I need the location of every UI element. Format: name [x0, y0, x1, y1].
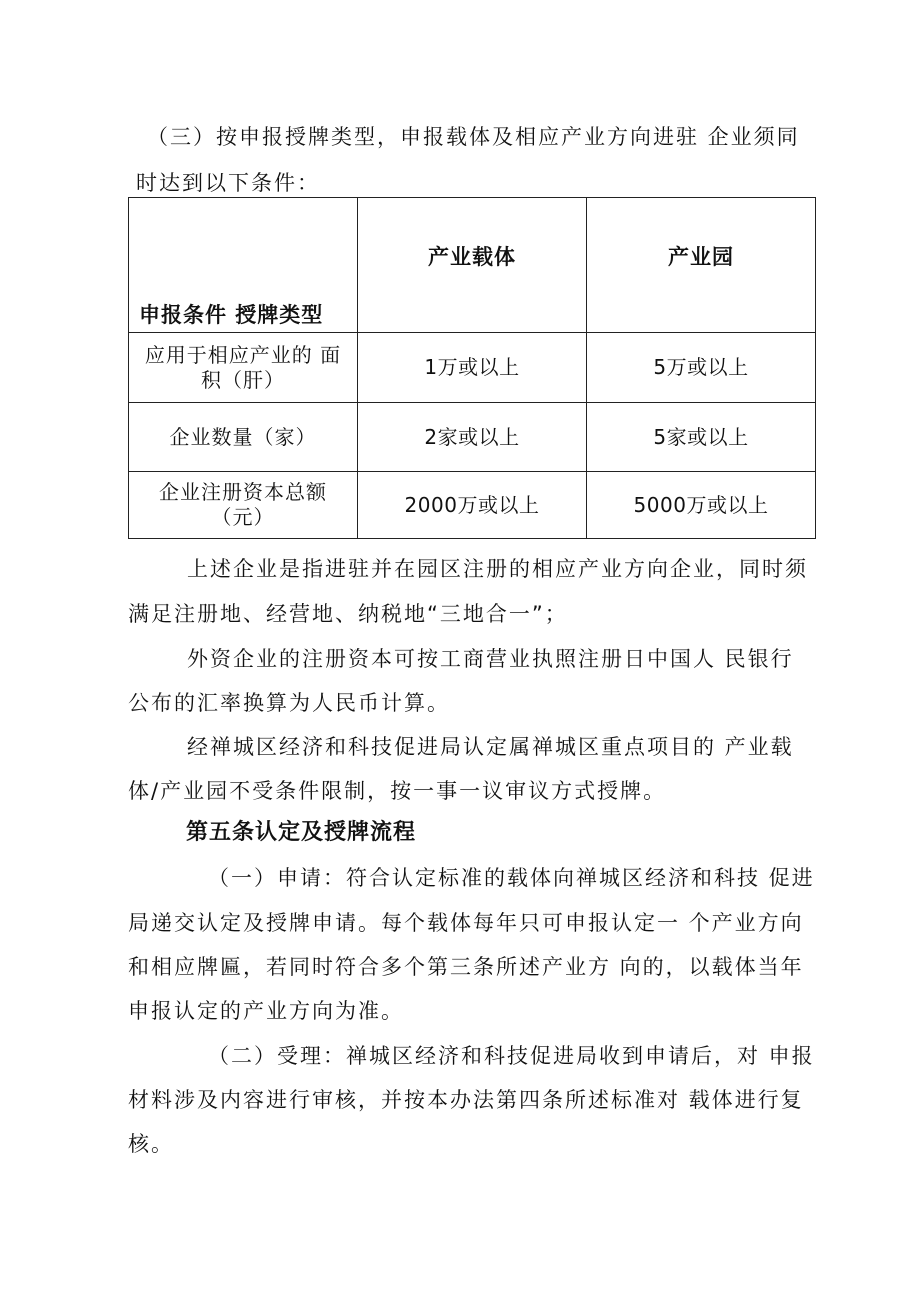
table-cell: 2家或以上: [358, 403, 587, 472]
note-1-line-2: 满足注册地、经营地、纳税地“三地合一”；: [128, 602, 568, 626]
corner-label: 申报条件 授牌类型: [139, 303, 324, 327]
table-cell: 5000万或以上: [587, 472, 816, 539]
note-3-line-2: 体/产业园不受条件限制，按一事一议审议方式授牌。: [128, 779, 667, 803]
row-label: 企业注册资本总额 （元）: [129, 472, 358, 539]
section-1-line-1: （一）申请：符合认定标准的载体向禅城区经济和科技 促进: [208, 866, 815, 890]
note-2-line-1: 外资企业的注册资本可按工商营业执照注册日中国人 民银行: [187, 647, 794, 671]
row-label: 企业数量（家）: [129, 403, 358, 472]
note-2-line-2: 公布的汇率换算为人民币计算。: [128, 691, 450, 715]
row-label: 应用于相应产业的 面 积（肝）: [129, 333, 358, 403]
section-2-line-3: 核。: [128, 1132, 174, 1156]
section-1-line-2: 局递交认定及授牌申请。每个载体每年只可申报认定一 个产业方向: [128, 911, 804, 935]
column-header: 产业载体: [358, 198, 587, 333]
column-header: 产业园: [587, 198, 816, 333]
table-cell: 5万或以上: [587, 333, 816, 403]
article-5-title: 第五条认定及授牌流程: [186, 820, 417, 845]
note-3-line-1: 经禅城区经济和科技促进局认定属禅城区重点项目的 产业载: [187, 735, 794, 759]
conditions-table: [128, 197, 816, 539]
table-cell: 2000万或以上: [358, 472, 587, 539]
table-row: [129, 472, 816, 539]
section-1-line-3: 和相应牌匾，若同时符合多个第三条所述产业方 向的，以载体当年: [128, 955, 804, 979]
table-cell: 5家或以上: [587, 403, 816, 472]
table-header-row: [129, 198, 816, 333]
intro-line-2: 时达到以下条件：: [136, 171, 320, 195]
note-1-line-1: 上述企业是指进驻并在园区注册的相应产业方向企业，同时须: [187, 557, 808, 581]
table-cell: 1万或以上: [358, 333, 587, 403]
table-corner-cell: [129, 198, 358, 333]
section-2-line-2: 材料涉及内容进行审核，并按本办法第四条所述标准对 载体进行复: [128, 1088, 804, 1112]
section-2-line-1: （二）受理：禅城区经济和科技促进局收到申请后，对 申报: [208, 1044, 815, 1068]
table-row: [129, 333, 816, 403]
intro-line-1: （三）按申报授牌类型，申报载体及相应产业方向进驻 企业须同: [147, 125, 800, 149]
table-row: [129, 403, 816, 472]
section-1-line-4: 申报认定的产业方向为准。: [128, 999, 404, 1023]
